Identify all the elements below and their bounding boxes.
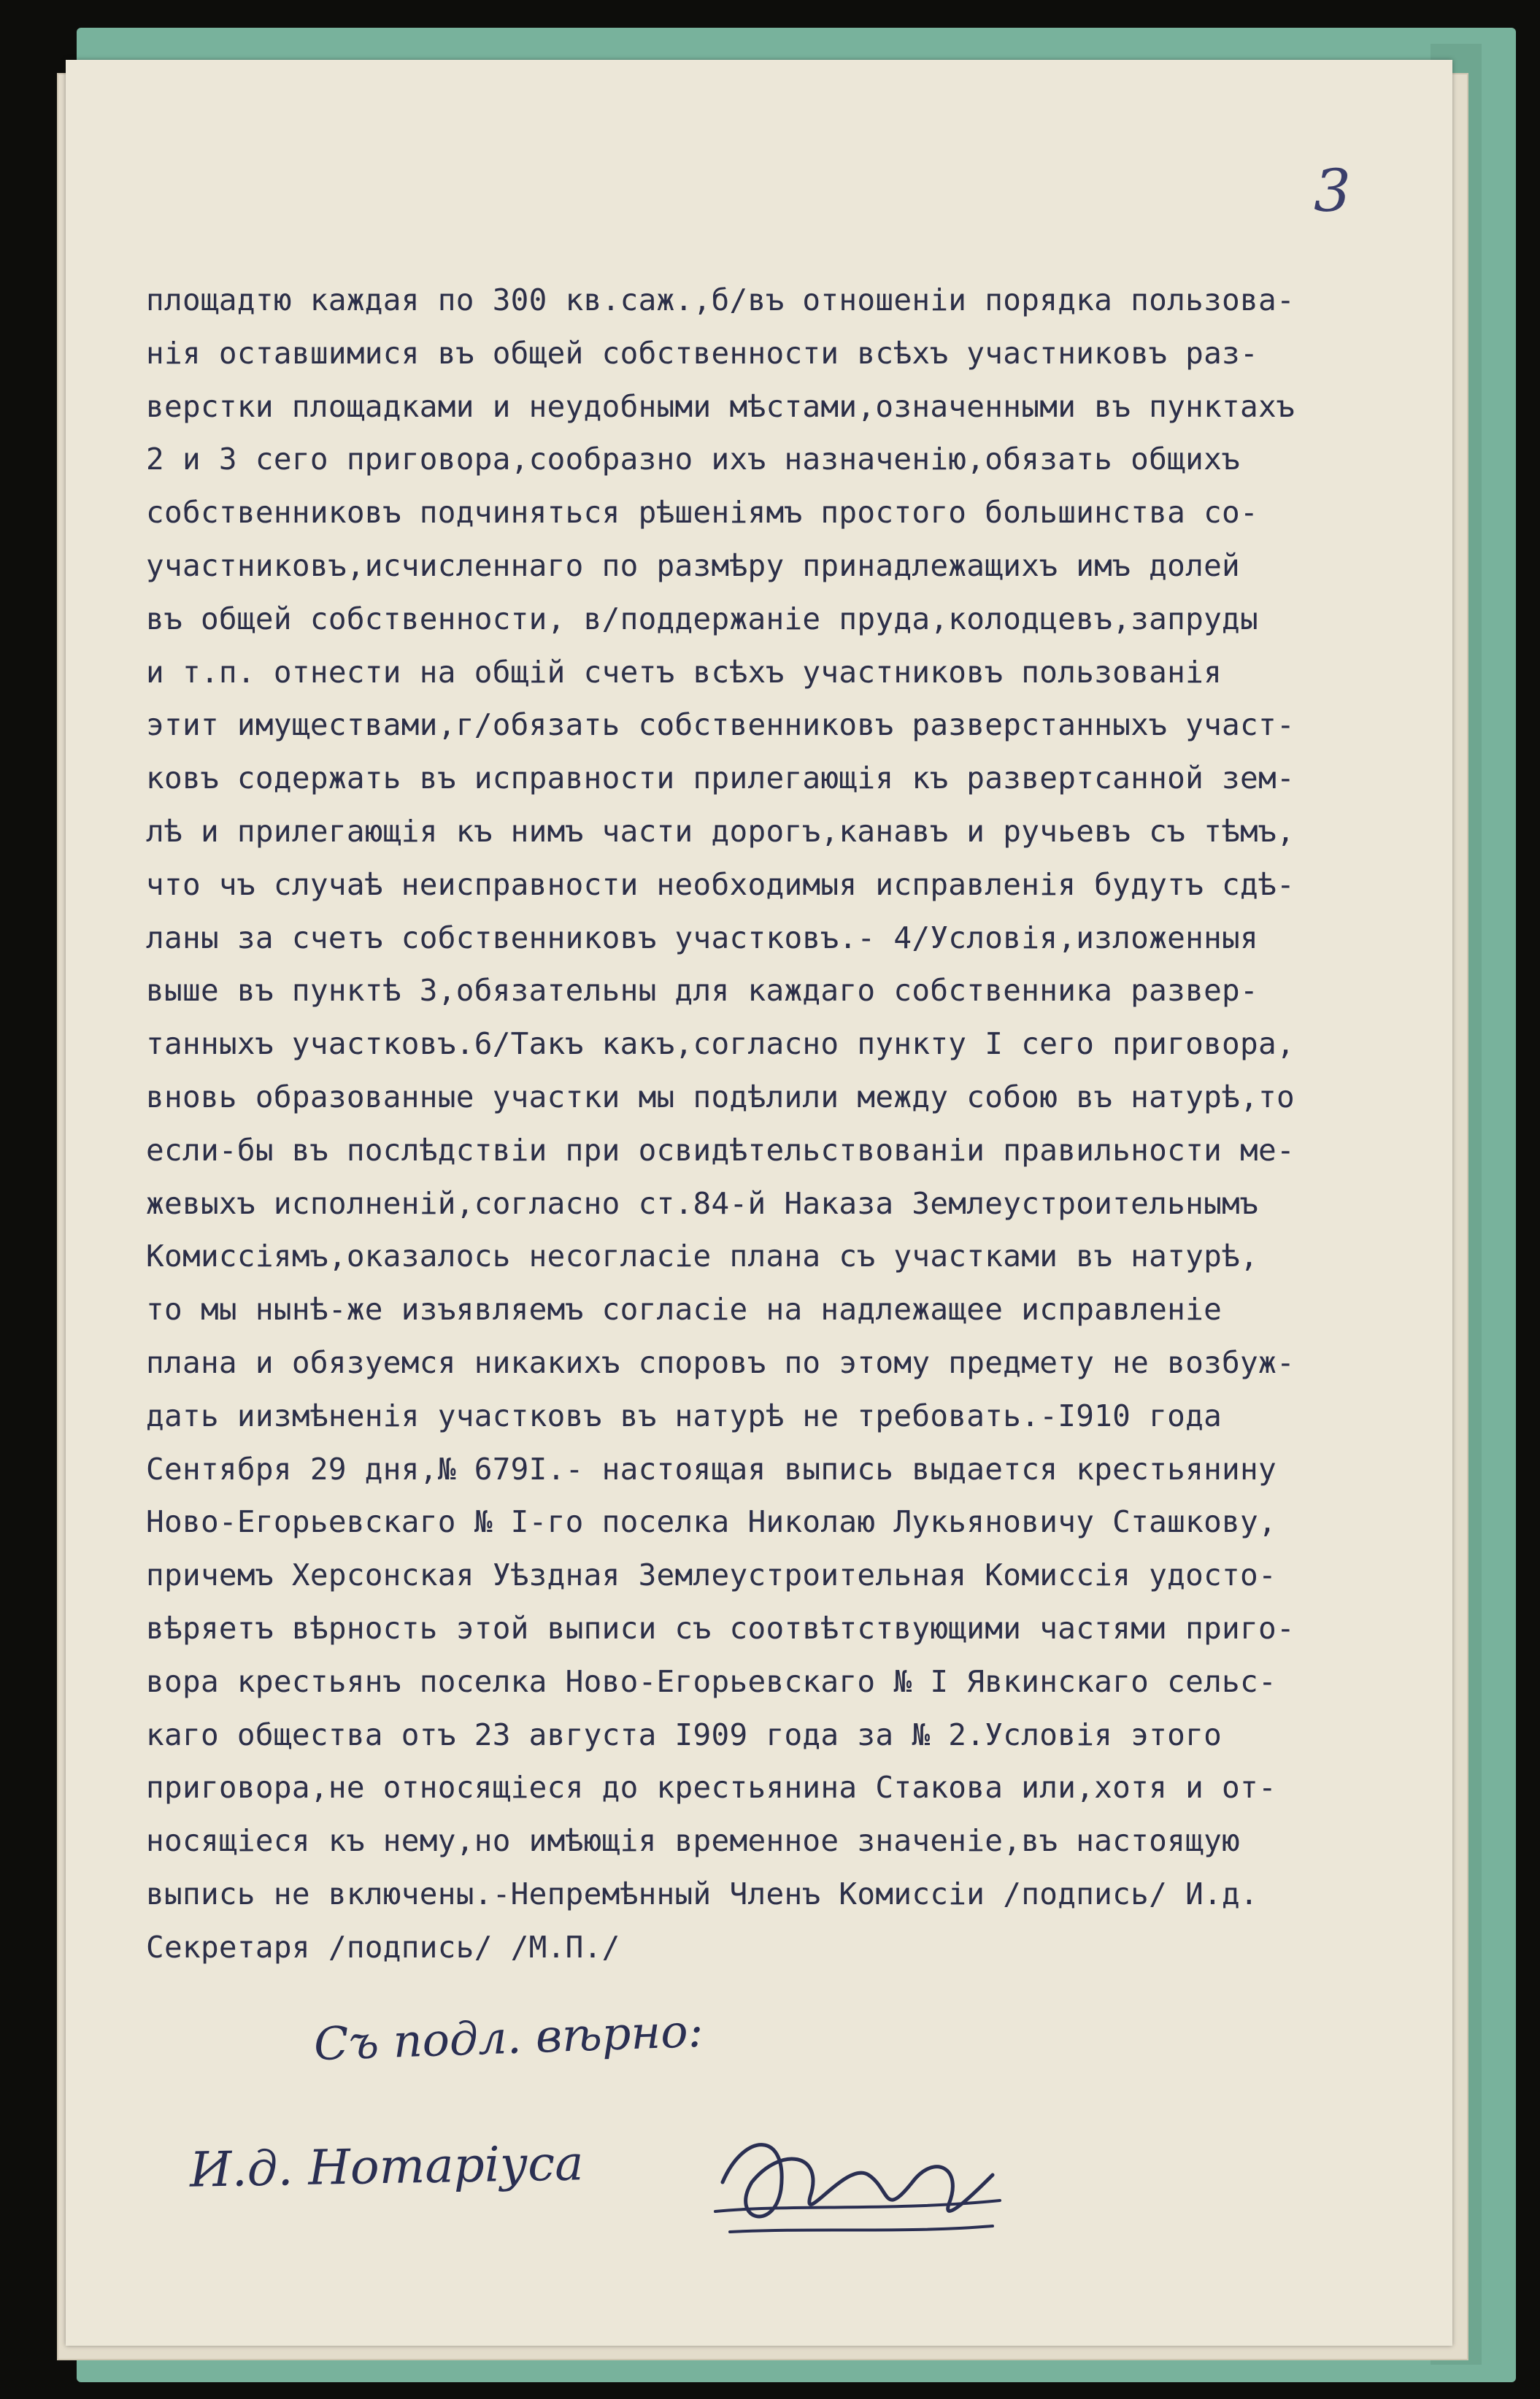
- body-line: ланы за счетъ собственниковъ участковъ.- 4/Условiя,изложенныя: [146, 920, 1259, 955]
- body-line: носящiеся къ нему,но имѣющiя временное значенiе,въ настоящую: [146, 1823, 1241, 1859]
- body-line: выше въ пунктѣ 3,обязательны для каждаго собственника развер-: [146, 973, 1259, 1009]
- body-line: плана и обязуемся никакихъ споровъ по этому предмету не возбуж-: [146, 1344, 1295, 1380]
- body-line: если-бы въ послѣдствiи при освидѣтельствованiи правильности ме-: [146, 1132, 1295, 1168]
- handwritten-certification: Съ подл. вѣрно:: [312, 2003, 704, 2071]
- body-line: танныхъ участковъ.6/Такъ какъ,согласно пункту I сего приговора,: [146, 1026, 1295, 1062]
- body-line: Ново-Егорьевскаго № I-го поселка Николаю Лукьяновичу Сташкову,: [146, 1504, 1277, 1540]
- body-line: верстки площадками и неудобными мѣстами,означенными въ пунктахъ: [146, 388, 1295, 424]
- body-line: и т.п. отнести на общiй счетъ всѣхъ участниковъ пользованiя: [146, 654, 1223, 690]
- signature-underline-2: [730, 2226, 993, 2232]
- notary-signature: [701, 2102, 1007, 2270]
- typed-body-text: [146, 274, 1431, 1974]
- body-line: вора крестьянъ поселка Ново-Егорьевскаго № I Явкинскаго сельс-: [146, 1663, 1277, 1699]
- body-line: то мы нынѣ-же изъявляемъ согласiе на надлежащее исправленiе: [146, 1292, 1223, 1328]
- body-line: Сентября 29 дня,№ 679I.- настоящая выпись выдается крестьянину: [146, 1451, 1277, 1487]
- body-line: Комиссiямъ,оказалось несогласiе плана съ участками въ натурѣ,: [146, 1239, 1259, 1274]
- body-line: причемъ Херсонская Уѣздная Землеустроительная Комиссiя удосто-: [146, 1557, 1277, 1593]
- body-line: лѣ и прилегающiя къ нимъ части дорогъ,канавъ и ручьевъ съ тѣмъ,: [146, 813, 1295, 849]
- body-line: что чъ случаѣ неисправности необходимыя исправленiя будутъ сдѣ-: [146, 866, 1295, 902]
- body-line: каго общества отъ 23 августа I909 года за № 2.Условiя этого: [146, 1717, 1223, 1752]
- body-line: дать иизмѣненiя участковъ въ натурѣ не требовать.-I910 года: [146, 1398, 1223, 1433]
- handwritten-notary-title: И.д. Нотарiуса: [189, 2135, 585, 2198]
- body-line: въ общей собственности, в/поддержанiе пруда,колодцевъ,запруды: [146, 601, 1259, 636]
- body-line: 2 и 3 сего приговора,сообразно ихъ назначенiю,обязать общихъ: [146, 442, 1241, 477]
- body-line: участниковъ,исчисленнаго по размѣру принадлежащихъ имъ долей: [146, 547, 1241, 583]
- body-line: вѣряетъ вѣрность этой выписи съ соотвѣтствующими частями приго-: [146, 1610, 1295, 1646]
- body-line: площадтю каждая по 300 кв.саж.,б/въ отношенiи порядка пользова-: [146, 282, 1295, 317]
- body-line: выпись не включены.-Непремѣнный Членъ Комиссiи /подпись/ И.д.: [146, 1876, 1259, 1911]
- page-number: 3: [1314, 157, 1351, 225]
- body-line: вновь образованные участки мы подѣлили между собою въ натурѣ,то: [146, 1079, 1295, 1114]
- body-line: нiя оставшимися въ общей собственности всѣхъ участниковъ раз-: [146, 335, 1259, 371]
- body-line: собственниковъ подчиняться рѣшенiямъ простого большинства со-: [146, 495, 1259, 531]
- body-line: этит имуществами,г/обязать собственниковъ разверстанныхъ участ-: [146, 707, 1295, 743]
- body-line: жевыхъ исполненiй,согласно ст.84-й Наказа Землеустроительнымъ: [146, 1185, 1259, 1221]
- body-line: Секретаря /подпись/ /М.П./: [146, 1929, 620, 1965]
- body-line: приговора,не относящiеся до крестьянина Стакова или,хотя и от-: [146, 1770, 1277, 1806]
- body-line: ковъ содержать въ исправности прилегающiя къ развертсанной зем-: [146, 760, 1295, 796]
